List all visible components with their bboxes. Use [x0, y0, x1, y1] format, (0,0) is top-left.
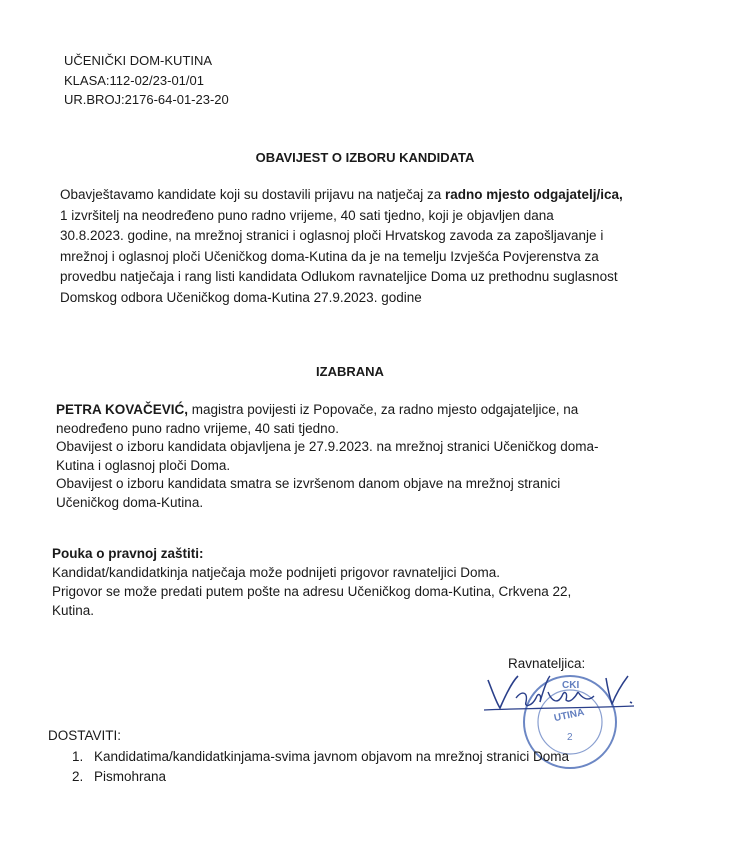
intro-line-1: Obavještavamo kandidate koji su dostavili prijavu na natječaj za radno mjesto odgajatelj/ica,: [60, 187, 623, 202]
legal-line-2: Prigovor se može predati putem pošte na adresu Učeničkog doma-Kutina, Crkvena 22,: [52, 584, 572, 599]
institution-name: UČENIČKI DOM-KUTINA: [64, 53, 213, 68]
legal-line-1: Kandidat/kandidatkinja natječaja može podnijeti prigovor ravnateljici Doma.: [52, 565, 501, 580]
intro-line-5: provedbu natječaja i rang listi kandidata Odlukom ravnateljice Doma uz prethodnu suglasnost: [60, 269, 618, 284]
selected-line-6: Učeničkog doma-Kutina.: [56, 494, 204, 510]
position-title: radno mjesto odgajatelj/ica,: [444, 187, 623, 202]
svg-text:UTINA: UTINA: [553, 707, 586, 725]
legal-heading: Pouka o pravnoj zaštiti:: [52, 546, 204, 561]
list-item: 2. Pismohrana: [72, 769, 167, 784]
legal-remedy: [52, 544, 571, 620]
svg-text:CKI: CKI: [562, 680, 580, 691]
handwritten-signature: [478, 668, 638, 720]
document-header: [64, 51, 229, 110]
list-item: 1. Kandidatima/kandidatkinjama-svima javnom objavom na mrežnoj stranici Doma: [72, 749, 569, 764]
selected-line-4: Kutina i oglasnoj ploči Doma.: [56, 457, 231, 473]
delivery-heading: DOSTAVITI:: [48, 728, 122, 743]
selected-line-2: neodređeno puno radno vrijeme, 40 sati tjedno.: [56, 420, 339, 436]
document-title: OBAVIJEST O IZBORU KANDIDATA: [255, 150, 475, 165]
intro-paragraph: [60, 185, 623, 308]
selected-paragraph: [56, 401, 599, 512]
svg-text:2: 2: [567, 732, 573, 743]
legal-line-3: Kutina.: [52, 603, 95, 618]
urbroj-number: UR.BROJ:2176-64-01-23-20: [64, 92, 229, 107]
selected-line-3: Obavijest o izboru kandidata objavljena je 27.9.2023. na mrežnoj stranici Učeničkog doma-: [56, 439, 599, 454]
candidate-name: PETRA KOVAČEVIĆ,: [56, 402, 189, 417]
klasa-number: KLASA:112-02/23-01/01: [64, 72, 204, 88]
signature-label: Ravnateljica:: [508, 656, 586, 671]
delivery-list: [72, 747, 569, 787]
selected-line-5: Obavijest o izboru kandidata smatra se izvršenom danom objave na mrežnoj stranici: [56, 476, 561, 491]
selected-heading: IZABRANA: [316, 364, 384, 379]
intro-line-3: 30.8.2023. godine, na mrežnoj stranici i oglasnoj ploči Hrvatskog zavoda za zapošljavanje i: [60, 228, 604, 243]
selected-line-1: PETRA KOVAČEVIĆ, magistra povijesti iz Popovače, za radno mjesto odgajateljice, na: [56, 402, 579, 417]
intro-line-4: mrežnoj i oglasnoj ploči Učeničkog doma-Kutina da je na temelju Izvješća Povjerenstva za: [60, 248, 599, 264]
intro-line-2: 1 izvršitelj na neodređeno puno radno vrijeme, 40 sati tjedno, koji je objavljen dana: [60, 207, 554, 223]
intro-line-6: Domskog odbora Učeničkog doma-Kutina 27.9.2023. godine: [60, 289, 422, 305]
